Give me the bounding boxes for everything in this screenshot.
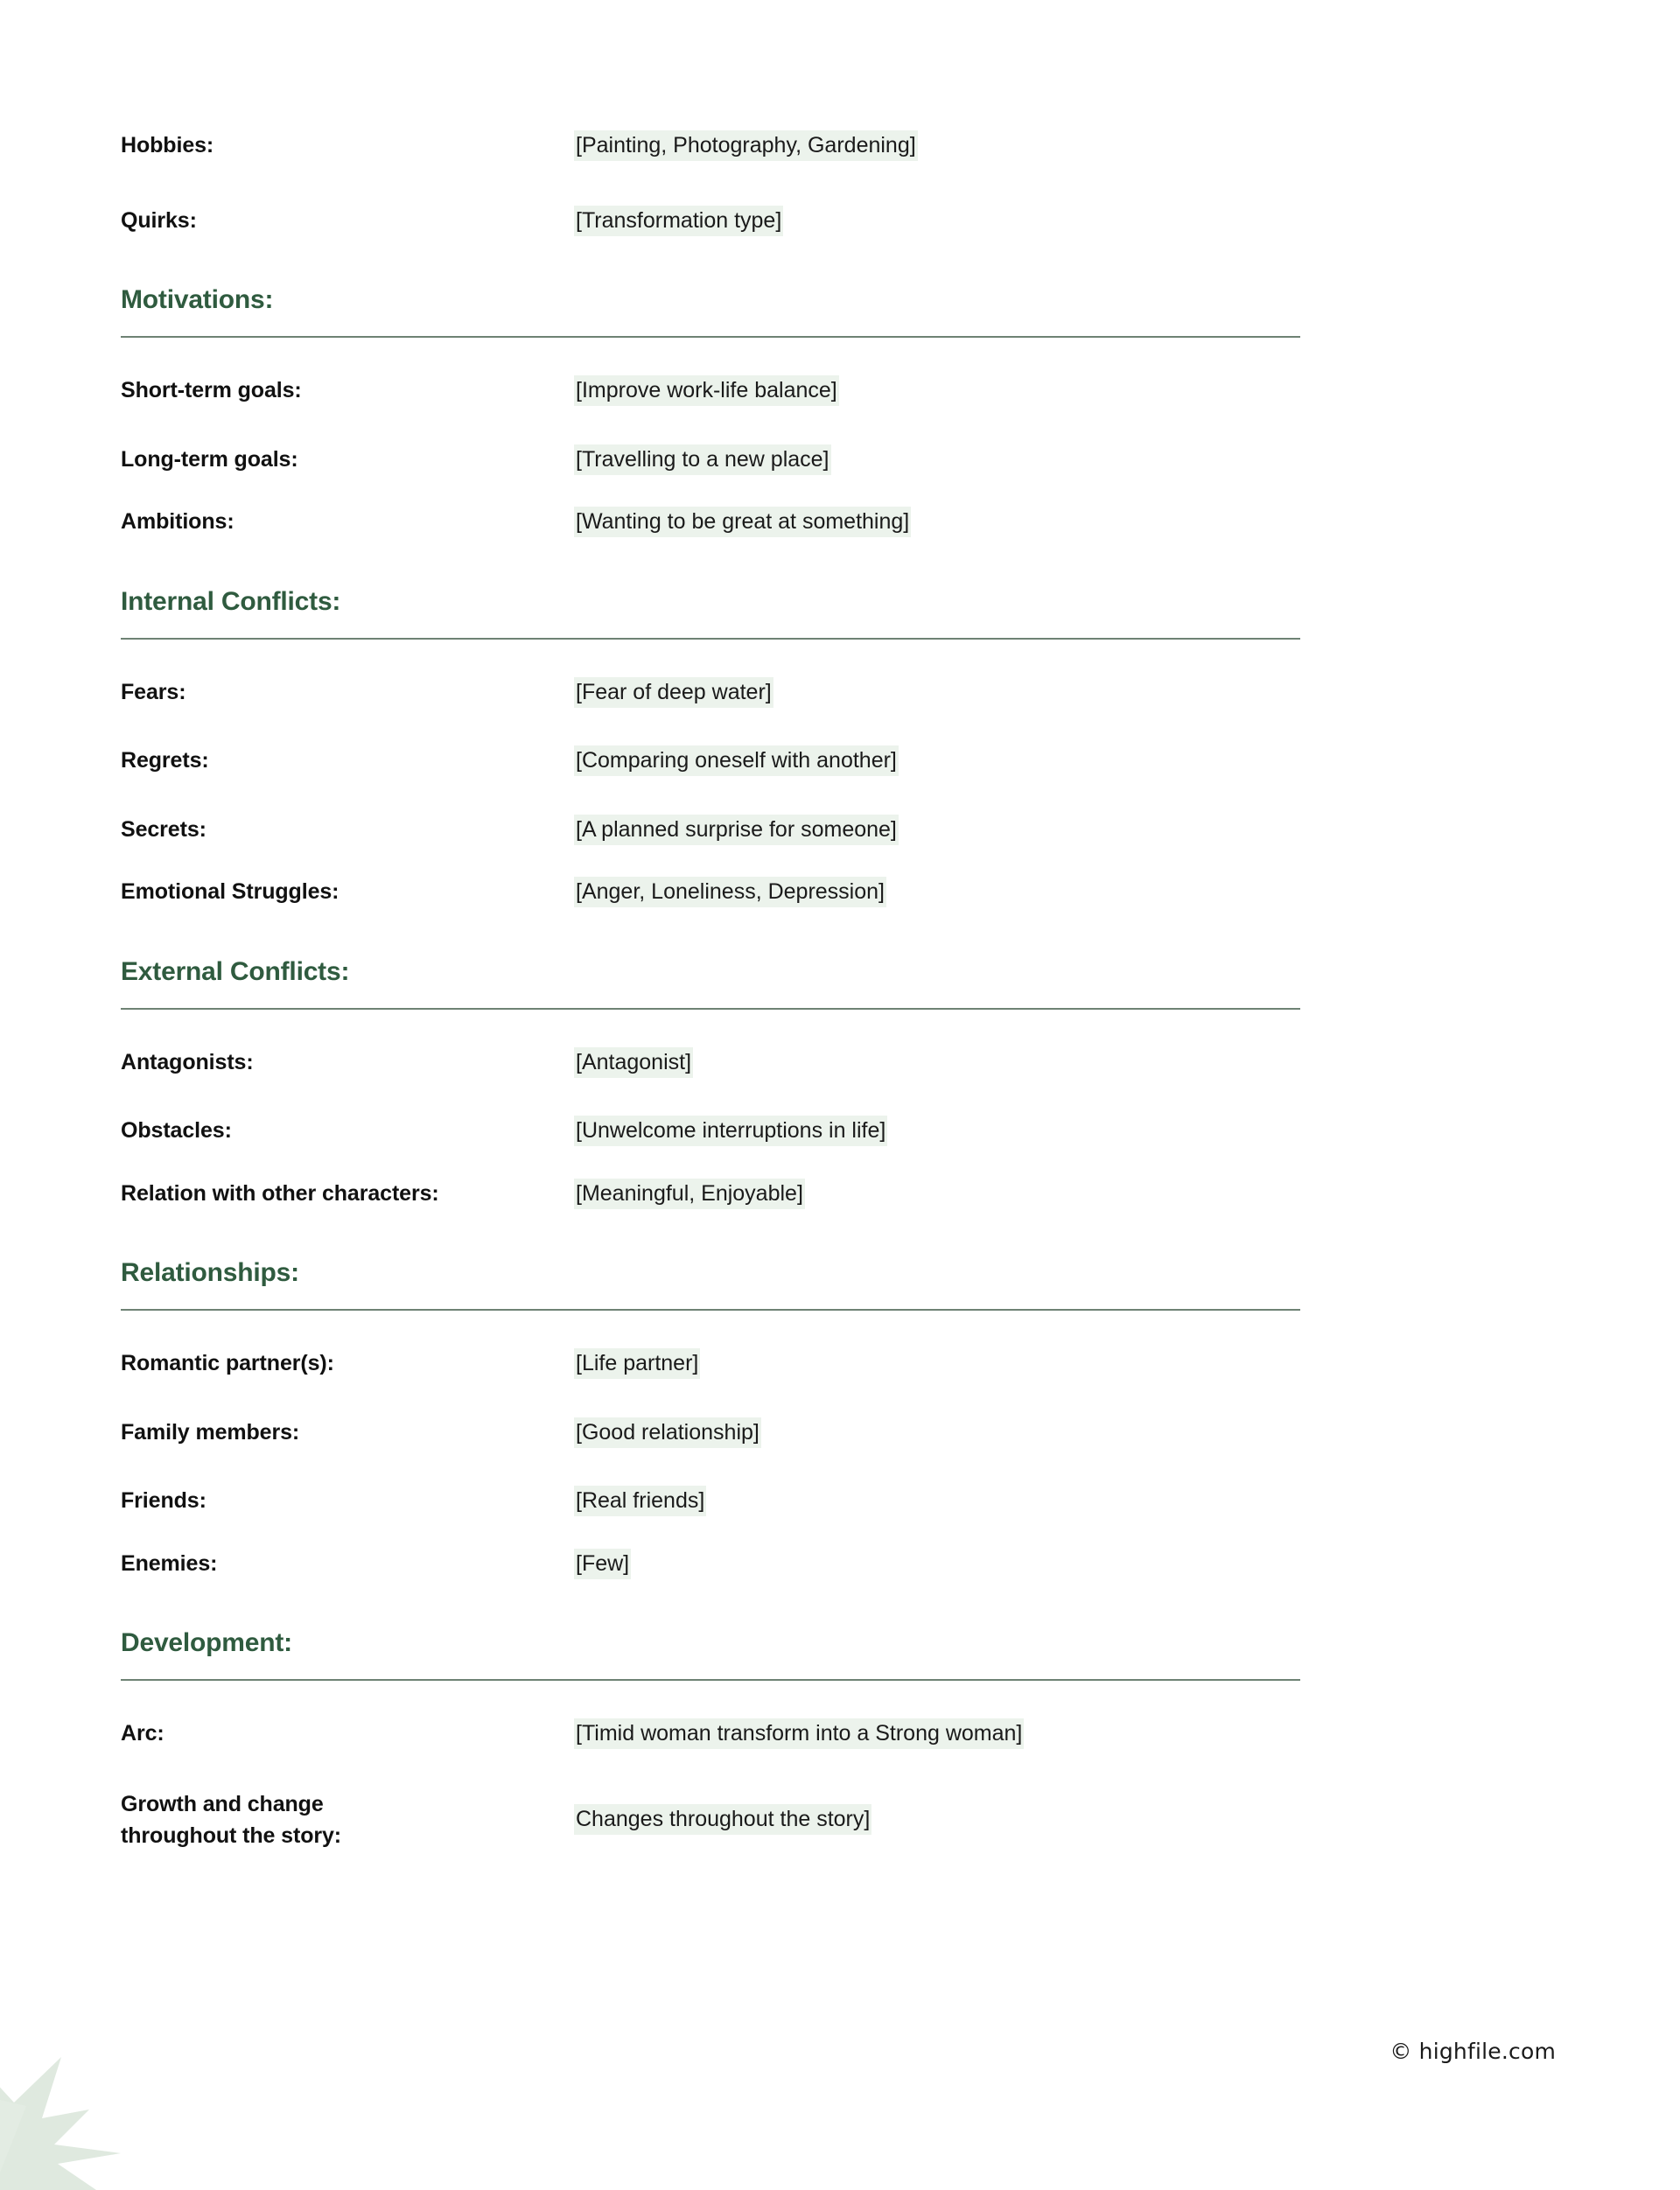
field-row-enemies: [121, 1550, 1556, 1579]
section-motivations: [121, 284, 1556, 338]
field-row-fears: [121, 678, 1556, 708]
field-value-enemies[interactable]: [Few]: [574, 1549, 631, 1579]
section-heading-relationships: Relationships:: [121, 1258, 299, 1287]
field-label-ambitions: Ambitions:: [121, 509, 234, 534]
field-value-wrap-romantic-partners: [574, 1349, 1556, 1379]
section-heading-development: Development:: [121, 1628, 292, 1657]
field-row-emotional-struggles: [121, 878, 1556, 907]
spacer: [121, 776, 1556, 815]
field-label-enemies: Enemies:: [121, 1550, 218, 1576]
spacer: [121, 474, 1556, 507]
field-row-short-term-goals: [121, 376, 1556, 406]
field-row-arc: [121, 1719, 1556, 1749]
field-value-wrap-obstacles: [574, 1116, 1556, 1146]
field-value-growth-and-change[interactable]: Changes throughout the story]: [574, 1804, 872, 1835]
field-label-romantic-partners: Romantic partner(s):: [121, 1351, 334, 1375]
spacer: [121, 707, 1556, 746]
field-value-wrap-ambitions: [574, 507, 1556, 537]
field-value-wrap-regrets: [574, 746, 1556, 776]
field-value-emotional-struggles[interactable]: [Anger, Loneliness, Depression]: [574, 877, 886, 907]
field-label-long-term-goals: Long-term goals:: [121, 446, 298, 472]
field-value-wrap-antagonists: [574, 1048, 1556, 1078]
field-row-antagonists: [121, 1048, 1556, 1078]
spacer: [121, 844, 1556, 878]
field-row-secrets: [121, 815, 1556, 845]
field-label-fears: Fears:: [121, 679, 186, 704]
field-row-hobbies: [121, 131, 1556, 161]
field-value-family-members[interactable]: [Good relationship]: [574, 1417, 761, 1448]
field-label-antagonists: Antagonists:: [121, 1049, 254, 1074]
field-value-relation-with-other-characters[interactable]: [Meaningful, Enjoyable]: [574, 1179, 805, 1209]
field-value-wrap-long-term-goals: [574, 445, 1556, 475]
field-row-regrets: [121, 746, 1556, 776]
field-value-wrap-enemies: [574, 1550, 1556, 1579]
spacer: [121, 1077, 1556, 1116]
footer-copyright: © highfile.com: [1390, 2039, 1556, 2064]
field-value-wrap-hobbies: [574, 131, 1556, 161]
field-row-family-members: [121, 1418, 1556, 1448]
field-value-wrap-emotional-struggles: [574, 878, 1556, 907]
field-row-friends: [121, 1487, 1556, 1516]
section-external-conflicts: [121, 956, 1556, 1010]
field-row-growth-and-change: [121, 1788, 1556, 1852]
field-value-long-term-goals[interactable]: [Travelling to a new place]: [574, 444, 831, 475]
document-content: [121, 131, 1556, 1851]
field-label-family-members: Family members:: [121, 1419, 300, 1445]
field-value-wrap-growth-and-change: [574, 1805, 1556, 1835]
field-label-emotional-struggles: Emotional Struggles:: [121, 879, 340, 904]
section-heading-external-conflicts: External Conflicts:: [121, 956, 350, 986]
spacer: [121, 406, 1556, 445]
field-value-antagonists[interactable]: [Antagonist]: [574, 1047, 693, 1078]
field-label-short-term-goals: Short-term goals:: [121, 378, 302, 402]
field-value-regrets[interactable]: [Comparing oneself with another]: [574, 745, 899, 776]
section-heading-internal-conflicts: Internal Conflicts:: [121, 586, 341, 616]
spacer: [121, 640, 1556, 678]
spacer: [121, 1010, 1556, 1048]
field-value-short-term-goals[interactable]: [Improve work-life balance]: [574, 375, 839, 406]
field-value-friends[interactable]: [Real friends]: [574, 1486, 706, 1516]
field-value-wrap-fears: [574, 678, 1556, 708]
field-value-wrap-arc: [574, 1719, 1556, 1749]
field-value-wrap-relation-with-other-characters: [574, 1179, 1556, 1209]
field-label-regrets: Regrets:: [121, 748, 209, 773]
spacer: [121, 338, 1556, 376]
field-value-wrap-family-members: [574, 1418, 1556, 1448]
field-row-long-term-goals: [121, 445, 1556, 475]
field-value-wrap-quirks: [574, 206, 1556, 236]
spacer: [121, 1379, 1556, 1418]
corner-burst-decoration: [0, 2041, 175, 2190]
field-label-growth-and-change: [121, 1788, 574, 1852]
spacer: [121, 1516, 1556, 1550]
field-value-arc[interactable]: [Timid woman transform into a Strong woman]: [574, 1718, 1024, 1749]
field-value-wrap-friends: [574, 1487, 1556, 1516]
spacer: [121, 161, 1556, 206]
field-value-quirks[interactable]: [Transformation type]: [574, 206, 783, 236]
section-development: [121, 1627, 1556, 1681]
field-label-friends: Friends:: [121, 1488, 206, 1513]
field-label-arc: Arc:: [121, 1721, 164, 1746]
spacer: [121, 1447, 1556, 1487]
field-row-obstacles: [121, 1116, 1556, 1146]
field-label-obstacles: Obstacles:: [121, 1118, 232, 1143]
spacer: [121, 1681, 1556, 1719]
field-row-relation-with-other-characters: [121, 1179, 1556, 1209]
section-internal-conflicts: [121, 586, 1556, 640]
field-label-growth-and-change-line2: throughout the story:: [121, 1823, 342, 1848]
section-heading-motivations: Motivations:: [121, 285, 274, 314]
field-value-wrap-secrets: [574, 815, 1556, 845]
field-row-romantic-partners: [121, 1349, 1556, 1379]
field-label-hobbies: Hobbies:: [121, 133, 214, 157]
field-row-ambitions: [121, 507, 1556, 537]
field-value-ambitions[interactable]: [Wanting to be great at something]: [574, 507, 911, 537]
field-row-quirks: [121, 206, 1556, 236]
spacer: [121, 1146, 1556, 1179]
field-label-quirks: Quirks:: [121, 207, 197, 233]
field-value-obstacles[interactable]: [Unwelcome interruptions in life]: [574, 1116, 887, 1146]
field-label-secrets: Secrets:: [121, 816, 206, 842]
field-label-relation-with-other-characters: Relation with other characters:: [121, 1180, 439, 1206]
spacer: [121, 1749, 1556, 1788]
field-value-romantic-partners[interactable]: [Life partner]: [574, 1348, 700, 1379]
field-label-growth-and-change-line1: Growth and change: [121, 1791, 324, 1816]
field-value-secrets[interactable]: [A planned surprise for someone]: [574, 815, 899, 845]
section-relationships: [121, 1257, 1556, 1311]
field-value-wrap-short-term-goals: [574, 376, 1556, 406]
spacer: [121, 1311, 1556, 1349]
field-value-fears[interactable]: [Fear of deep water]: [574, 677, 774, 708]
field-value-hobbies[interactable]: [Painting, Photography, Gardening]: [574, 130, 918, 161]
